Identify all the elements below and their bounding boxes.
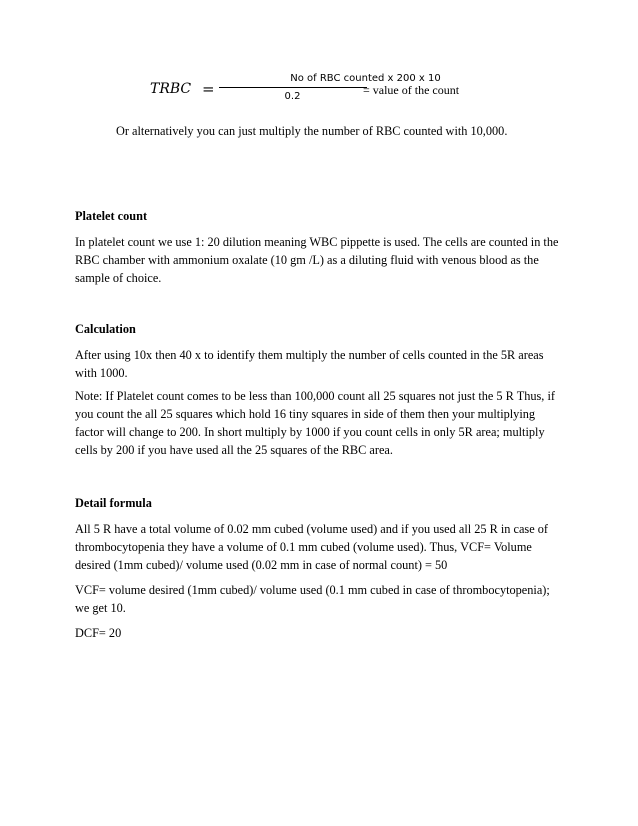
trbc-formula xyxy=(150,73,480,106)
formula-equals: = xyxy=(202,80,215,98)
formula-lhs: TRBC xyxy=(150,81,192,97)
formula-rhs: = value of the count xyxy=(363,83,460,97)
detail-paragraph-1: All 5 R have a total volume of 0.02 mm cubed (volume used) and if you used all 25 R in case of thrombocytopenia they have a volume of 0.1 mm cubed (volume used). Thus, VCF= Volume desired (1mm cubed)/ volume used (0.02 mm in case of normal count) = 50 xyxy=(75,522,548,572)
platelet-paragraph: In platelet count we use 1: 20 dilution meaning WBC pippette is used. The cells are counted in the RBC chamber with ammonium oxalate (10 gm /L) as a diluting fluid with venous blood as the sample of choice. xyxy=(75,235,559,285)
calculation-paragraph: After using 10x then 40 x to identify them multiply the number of cells counted in the 5R areas with 1000. xyxy=(75,348,544,380)
calculation-heading: Calculation xyxy=(75,322,136,336)
detail-heading: Detail formula xyxy=(75,496,152,510)
formula-numerator: No of RBC counted x 200 x 10 xyxy=(290,73,441,84)
alternative-line: Or alternatively you can just multiply the number of RBC counted with 10,000. xyxy=(116,124,508,138)
detail-paragraph-2: VCF= volume desired (1mm cubed)/ volume used (0.1 mm cubed in case of thrombocytopenia); we get 10. xyxy=(75,583,550,615)
note-paragraph: Note: If Platelet count comes to be less than 100,000 count all 25 squares not just the 5 R Thus, if you count the all 25 squares which hold 16 tiny squares in side of them then your multiplying factor will change to 200. In short multiply by 1000 if you count cells in only 5R area; multiply cells by 200 if you have used all the 25 squares of the RBC area. xyxy=(75,389,555,457)
dcf-line: DCF= 20 xyxy=(75,626,122,640)
formula-denominator: 0.2 xyxy=(284,91,301,102)
platelet-heading: Platelet count xyxy=(75,209,148,223)
